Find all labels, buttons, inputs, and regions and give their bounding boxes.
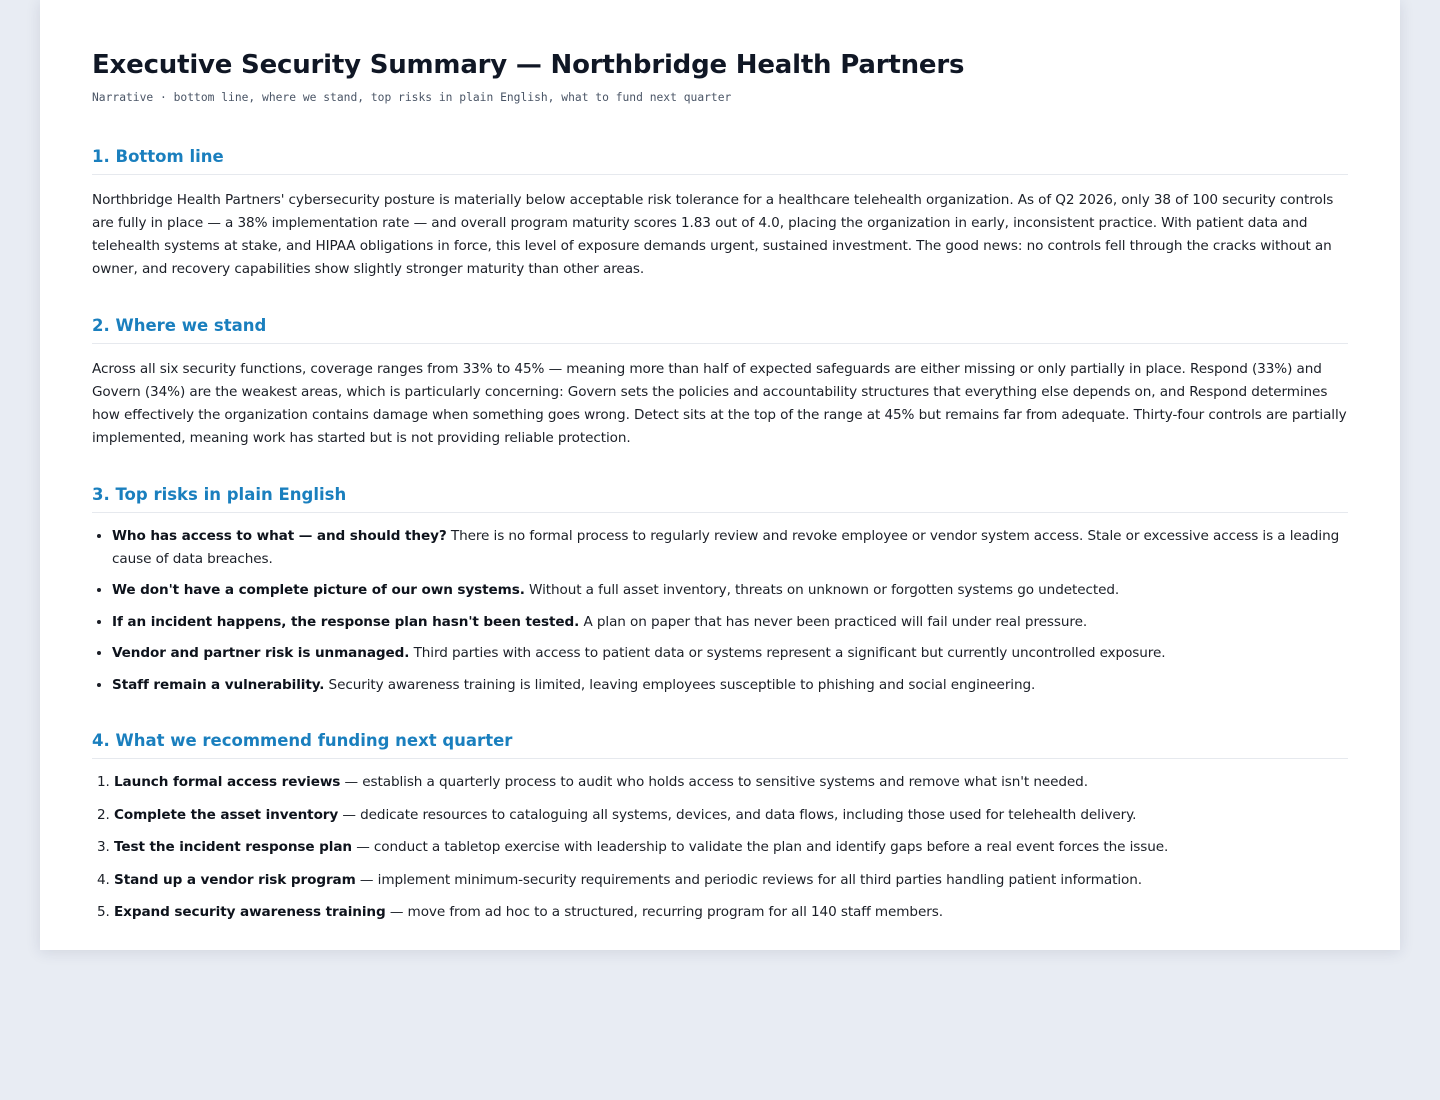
recommendation-title: Stand up a vendor risk program <box>114 871 356 888</box>
section-where-we-stand <box>92 315 1348 450</box>
section-recommendations <box>92 730 1348 924</box>
section-bottom-line <box>92 146 1348 281</box>
recommendation-description: — implement minimum-security requirements and periodic reviews for all third parties handling patient information. <box>355 871 1142 888</box>
recommendation-description: — conduct a tabletop exercise with leadership to validate the plan and identify gaps before a real event forces the issue. <box>352 839 1169 855</box>
page-title: Executive Security Summary — Northbridge Health Partners <box>92 50 965 80</box>
list-item <box>114 804 1348 827</box>
risk-title: If an incident happens, the response plan hasn't been tested. <box>112 613 580 630</box>
section-paragraph: Across all six security functions, coverage ranges from 33% to 45% — meaning more than half of expected safeguards are either missing or only partially in place. Respond (33%) and Govern (34%) are the weakest areas, which is particularly concerning: Govern sets the policies and accountability structures that everything else depends on, and Respond determines how effectively the organization contains damage when something goes wrong. Detect sits at the top of the range at 45% but remains far from adequate. Thirty-four controls are partially implemented, meaning work has started but is not providing reliable protection. <box>92 361 1347 446</box>
section-heading: 3. Top risks in plain English <box>92 484 1348 513</box>
section-top-risks <box>92 484 1348 696</box>
report-page <box>40 0 1400 950</box>
risk-description: A plan on paper that has never been practiced will fail under real pressure. <box>579 613 1088 630</box>
list-item <box>114 836 1348 859</box>
list-item <box>112 642 1348 665</box>
risk-description: Security awareness training is limited, leaving employees susceptible to phishing and social engineering. <box>324 676 1036 693</box>
section-heading: 4. What we recommend funding next quarter <box>92 730 1348 759</box>
list-item <box>112 579 1348 602</box>
risk-description: There is no formal process to regularly review and revoke employee or vendor system access. Stale or excessive access is a leading cause of data breaches. <box>112 528 1340 567</box>
risk-list <box>92 525 1348 696</box>
list-item <box>112 611 1348 634</box>
list-item <box>112 674 1348 697</box>
recommendation-title: Launch formal access reviews <box>114 774 341 790</box>
section-paragraph: Northbridge Health Partners' cybersecurity posture is materially below acceptable risk tolerance for a healthcare telehealth organization. As of Q2 2026, only 38 of 100 security controls are fully in place — a 38% implementation rate — and overall program maturity scores 1.83 out of 4.0, placing the organization in early, inconsistent practice. With patient data and telehealth systems at stake, and HIPAA obligations in force, this level of exposure demands urgent, sustained investment. The good news: no controls fell through the cracks without an owner, and recovery capabilities show slightly stronger maturity than other areas. <box>92 192 1334 277</box>
list-item <box>114 901 1348 924</box>
section-heading: 1. Bottom line <box>92 146 1348 175</box>
recommendation-description: — establish a quarterly process to audit who holds access to sensitive systems and remove what isn't needed. <box>340 774 1088 790</box>
risk-title: Vendor and partner risk is unmanaged. <box>112 645 410 661</box>
risk-title: Staff remain a vulnerability. <box>112 676 325 693</box>
recommendation-list <box>92 771 1348 924</box>
risk-description: Third parties with access to patient data or systems represent a significant but currently uncontrolled exposure. <box>409 645 1166 661</box>
recommendation-description: — move from ad hoc to a structured, recurring program for all 140 staff members. <box>385 904 943 920</box>
recommendation-title: Test the incident response plan <box>114 839 352 855</box>
list-item <box>112 525 1348 570</box>
list-item <box>114 771 1348 794</box>
list-item <box>114 869 1348 892</box>
page-subtitle: Narrative · bottom line, where we stand, top risks in plain English, what to fund next quarter <box>92 91 732 104</box>
risk-title: Who has access to what — and should they? <box>112 528 447 544</box>
recommendation-title: Complete the asset inventory <box>114 806 339 823</box>
recommendation-description: — dedicate resources to cataloguing all systems, devices, and data flows, including those used for telehealth delivery. <box>338 806 1137 823</box>
risk-title: We don't have a complete picture of our own systems. <box>112 582 525 598</box>
section-heading: 2. Where we stand <box>92 315 1348 344</box>
recommendation-title: Expand security awareness training <box>114 904 386 920</box>
risk-description: Without a full asset inventory, threats on unknown or forgotten systems go undetected. <box>524 582 1120 598</box>
